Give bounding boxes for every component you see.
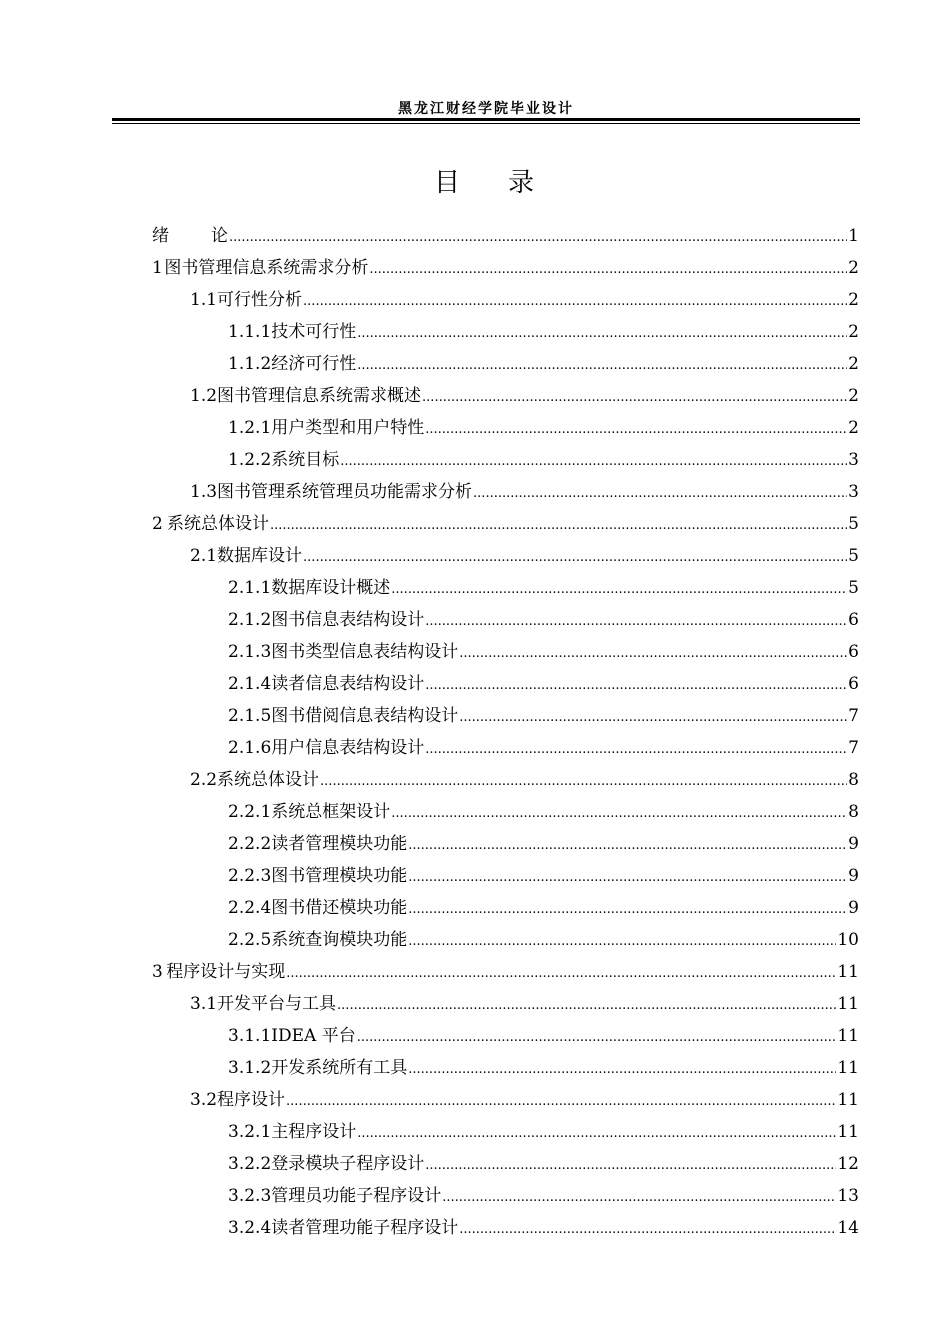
toc-entry-number: 3.2.4 [228,1218,272,1238]
toc-page-number: 11 [837,1122,859,1142]
toc-entry-number: 3.2.1 [228,1122,272,1142]
toc-entry-number: 3.2 [190,1090,218,1110]
toc-page-number: 6 [848,674,859,694]
toc-entry-number: 2.1 [190,546,218,566]
toc-entry[interactable] [228,796,859,828]
toc-entry-number: 1.1.2 [228,354,272,374]
toc-leader-dots [408,1054,836,1084]
toc-leader-dots [357,1022,837,1052]
toc-entry-label: 可行性分析 [217,290,303,310]
toc-entry-label: 读者信息表结构设计 [271,674,425,694]
toc-entry-label: 图书借还模块功能 [271,898,408,918]
toc-entry-label: 开发平台与工具 [217,994,337,1014]
toc-page-number: 6 [848,642,859,662]
toc-entry[interactable] [228,412,859,444]
toc-page-number: 5 [848,514,859,534]
table-of-contents [152,220,859,1244]
toc-page-number: 9 [848,898,859,918]
toc-title [112,162,860,199]
toc-leader-dots [229,222,847,252]
toc-entry[interactable] [228,1180,859,1212]
toc-entry[interactable] [190,988,859,1020]
toc-leader-dots [408,862,847,892]
toc-entry-label: 读者管理模块功能 [271,834,408,854]
toc-page-number: 5 [848,546,859,566]
toc-leader-dots [473,478,847,508]
toc-entry[interactable] [190,540,859,572]
toc-entry-label: 开发系统所有工具 [271,1058,408,1078]
toc-leader-dots [286,958,836,988]
toc-leader-dots [408,830,847,860]
document-header-title: 黑龙江财经学院毕业设计 [398,101,574,117]
toc-entry-label: IDEA 平台 [271,1026,356,1046]
toc-entry-number: 3.2.2 [228,1154,272,1174]
toc-entry-number: 2.2.5 [228,930,272,950]
toc-entry-label: 系统查询模块功能 [271,930,408,950]
toc-entry-label: 管理员功能子程序设计 [271,1186,442,1206]
toc-entry-number: 2 [152,514,163,534]
toc-leader-dots [425,606,847,636]
toc-entry-number: 3.2.3 [228,1186,272,1206]
toc-leader-dots [391,574,847,604]
toc-entry[interactable] [228,732,859,764]
toc-leader-dots [369,254,847,284]
toc-leader-dots [337,990,836,1020]
toc-page-number: 3 [848,450,859,470]
toc-page-number: 10 [837,930,859,950]
toc-entry-number: 1.2.2 [228,450,272,470]
toc-entry-number: 3.1.2 [228,1058,272,1078]
toc-entry[interactable] [228,924,859,956]
toc-page-number: 12 [837,1154,859,1174]
toc-entry[interactable] [228,1212,859,1244]
toc-entry[interactable] [190,764,859,796]
toc-entry[interactable] [228,1148,859,1180]
toc-page-number: 7 [848,738,859,758]
toc-leader-dots [442,1182,836,1212]
toc-entry[interactable] [228,860,859,892]
toc-entry-number: 2.2.4 [228,898,272,918]
toc-entry[interactable] [228,636,859,668]
toc-entry[interactable] [152,252,859,284]
toc-entry-label: 图书借阅信息表结构设计 [271,706,459,726]
toc-entry[interactable] [228,828,859,860]
toc-leader-dots [286,1086,836,1116]
toc-entry-label: 图书管理模块功能 [271,866,408,886]
toc-page-number: 13 [837,1186,859,1206]
toc-entry-number: 2.1.6 [228,738,272,758]
toc-entry[interactable] [152,956,859,988]
toc-entry[interactable] [228,700,859,732]
toc-leader-dots [357,350,847,380]
toc-entry-number: 1.3 [190,482,218,502]
toc-entry-label: 读者管理功能子程序设计 [271,1218,459,1238]
toc-entry-number: 1 [152,258,163,278]
toc-entry-number: 3.1 [190,994,218,1014]
toc-entry-number: 3 [152,962,163,982]
toc-entry-label: 图书管理信息系统需求概述 [217,386,422,406]
toc-entry[interactable] [190,476,859,508]
toc-leader-dots [425,414,847,444]
toc-entry-number: 2.1.2 [228,610,272,630]
toc-entry-label: 图书类型信息表结构设计 [271,642,459,662]
toc-entry-label: 主程序设计 [271,1122,357,1142]
toc-entry[interactable] [228,1020,859,1052]
toc-entry-number: 2.1.1 [228,578,272,598]
toc-entry[interactable] [190,284,859,316]
toc-entry[interactable] [228,1116,859,1148]
toc-page-number: 2 [848,322,859,342]
toc-leader-dots [408,894,847,924]
toc-entry[interactable] [190,380,859,412]
toc-leader-dots [459,1214,836,1244]
toc-leader-dots [425,1150,836,1180]
toc-leader-dots [270,510,847,540]
toc-page-number: 2 [848,290,859,310]
toc-entry-label: 程序设计与实现 [166,962,286,982]
toc-entry-number: 2.2.2 [228,834,272,854]
toc-leader-dots [340,446,847,476]
toc-leader-dots [391,798,847,828]
toc-entry-number: 1.1 [190,290,218,310]
toc-entry-label: 用户类型和用户特性 [271,418,425,438]
toc-page-number: 1 [848,226,859,246]
header-rule-thin [112,123,860,124]
toc-page-number: 6 [848,610,859,630]
toc-page-number: 8 [848,802,859,822]
toc-entry-number: 2.1.5 [228,706,272,726]
toc-entry-number: 2.1.4 [228,674,272,694]
toc-title-left: 目 [433,168,464,198]
toc-leader-dots [459,702,847,732]
toc-page-number: 11 [837,962,859,982]
toc-page-number: 11 [837,994,859,1014]
toc-page-number: 7 [848,706,859,726]
toc-entry[interactable] [228,348,859,380]
toc-entry[interactable] [228,892,859,924]
header-rule-thick [112,118,860,121]
toc-leader-dots [320,766,847,796]
toc-page-number: 5 [848,578,859,598]
toc-page-number: 3 [848,482,859,502]
toc-entry-label: 数据库设计概述 [271,578,391,598]
toc-leader-dots [459,638,847,668]
toc-entry-label: 系统总体设计 [166,514,269,534]
toc-entry-number: 2.2.1 [228,802,272,822]
toc-entry[interactable] [228,604,859,636]
toc-entry-label: 图书管理系统管理员功能需求分析 [217,482,473,502]
toc-page-number: 9 [848,834,859,854]
toc-page-number: 2 [848,354,859,374]
toc-entry-label: 登录模块子程序设计 [271,1154,425,1174]
toc-entry[interactable] [228,572,859,604]
toc-entry-number: 1.1.1 [228,322,272,342]
toc-page-number: 2 [848,418,859,438]
toc-entry-number: 2.2.3 [228,866,272,886]
toc-page-number: 14 [837,1218,859,1238]
toc-title-right: 录 [508,168,539,198]
toc-page-number: 11 [837,1090,859,1110]
toc-entry[interactable] [228,444,859,476]
toc-entry-label: 程序设计 [217,1090,286,1110]
toc-entry-label: 系统总框架设计 [271,802,391,822]
toc-entry[interactable] [228,316,859,348]
toc-entry-label: 图书信息表结构设计 [271,610,425,630]
toc-entry[interactable] [190,1084,859,1116]
toc-page-number: 2 [848,258,859,278]
toc-page-number: 11 [837,1026,859,1046]
toc-entry-label: 技术可行性 [271,322,357,342]
toc-entry-label: 系统目标 [271,450,340,470]
toc-entry-label: 图书管理信息系统需求分析 [164,258,369,278]
toc-entry-number: 2.1.3 [228,642,272,662]
toc-entry-intro[interactable] [152,220,859,252]
toc-page-number: 11 [837,1058,859,1078]
toc-leader-dots [425,734,847,764]
toc-leader-dots [422,382,847,412]
toc-leader-dots [408,926,836,956]
toc-entry-number: 2.2 [190,770,218,790]
toc-entry-label: 经济可行性 [271,354,357,374]
toc-page-number: 2 [848,386,859,406]
toc-entry-number: 1.2 [190,386,218,406]
toc-entry-number: 1.2.1 [228,418,272,438]
toc-leader-dots [357,1118,836,1148]
toc-entry-label: 系统总体设计 [217,770,320,790]
toc-leader-dots [425,670,847,700]
toc-leader-dots [357,318,847,348]
toc-entry-label: 数据库设计 [217,546,303,566]
toc-page-number: 9 [848,866,859,886]
toc-leader-dots [303,286,847,316]
toc-entry-label: 用户信息表结构设计 [271,738,425,758]
toc-entry-number: 3.1.1 [228,1026,272,1046]
toc-page-number: 8 [848,770,859,790]
toc-leader-dots [303,542,847,572]
toc-entry-label: 绪 论 [152,226,228,246]
toc-entry[interactable] [152,508,859,540]
toc-entry[interactable] [228,1052,859,1084]
toc-entry[interactable] [228,668,859,700]
